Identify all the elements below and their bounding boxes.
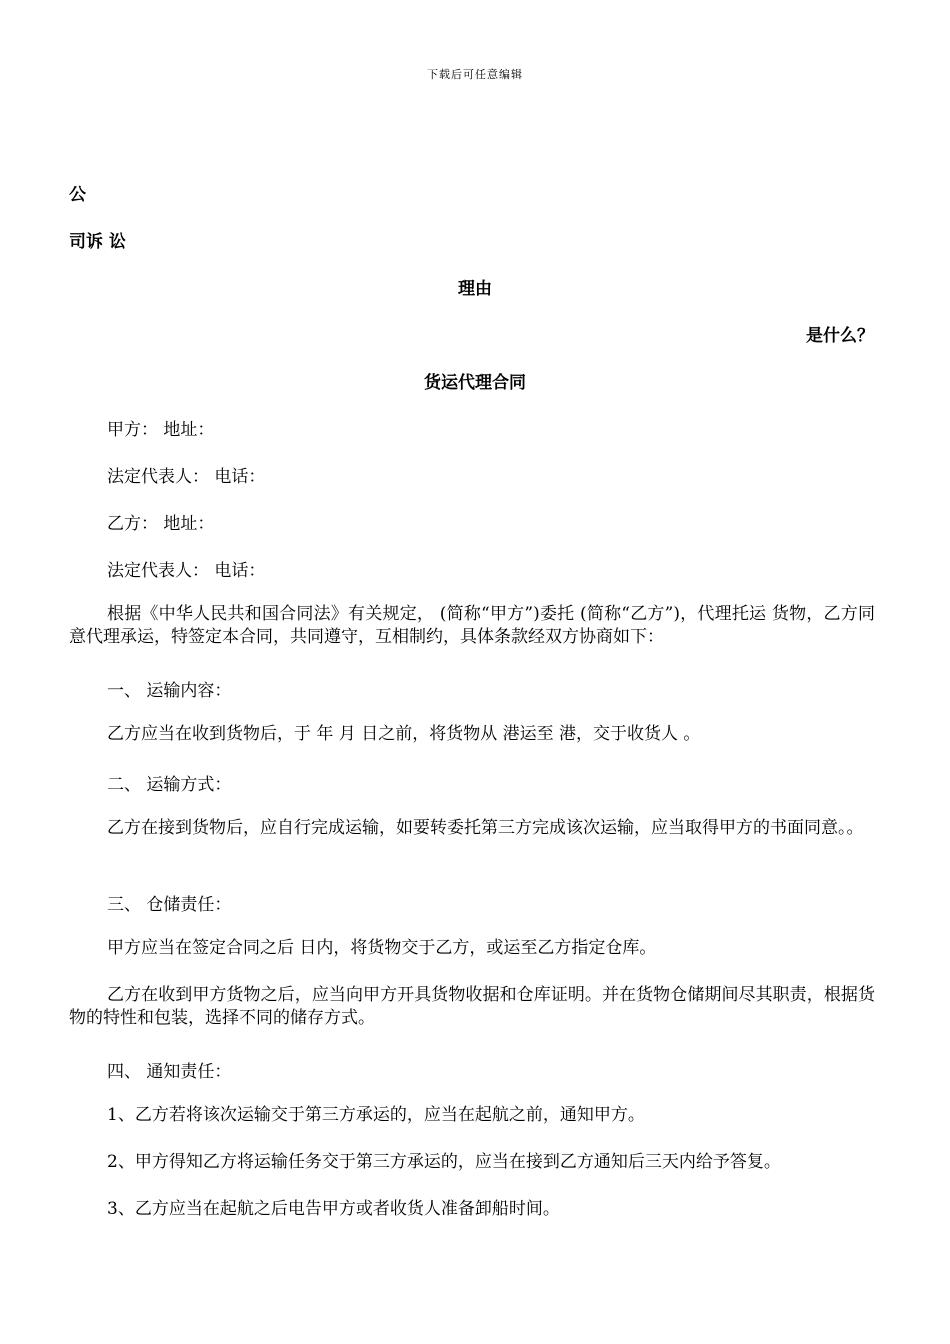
section-4-item-3: 3、乙方应当在起航之后电告甲方或者收货人准备卸船时间。 [107,1199,560,1219]
heading-line-1: 公 [69,185,86,205]
party-a-line: 甲方： 地址： [107,420,215,440]
section-4-title: 四、 通知责任： [107,1062,232,1082]
heading-line-2: 司诉 讼 [69,232,126,252]
party-b-representative-line: 法定代表人： 电话： [107,561,266,581]
section-3-paragraph-2: 乙方在收到甲方货物之后，应当向甲方开具货物收据和仓库证明。并在货物仓储期间尽其职责，根据货物的特性和包装，选择不同的储存方式。 [69,985,875,1028]
heading-line-4: 是什么？ [806,326,874,346]
intro-paragraph: 根据《中华人民共和国合同法》有关规定， (简称“甲方”)委托 (简称“乙方”)，代理托运 货物，乙方同意代理承运，特签定本合同，共同遵守，互相制约，具体条款经双方协商如下： [69,604,875,647]
section-3-title: 三、 仓储责任： [107,895,232,915]
section-4-item-2: 2、甲方得知乙方将运输任务交于第三方承运的，应当在接到乙方通知后三天内给予答复。 [107,1152,781,1172]
section-1-paragraph: 乙方应当在收到货物后，于 年 月 日之前，将货物从 港运至 港，交于收货人 。 [107,724,701,744]
contract-title: 货运代理合同 [424,373,526,393]
section-4-item-1: 1、乙方若将该次运输交于第三方承运的，应当在起航之前，通知甲方。 [107,1105,645,1125]
header-note: 下载后可任意编辑 [427,68,523,81]
section-1-title: 一、 运输内容： [107,681,232,701]
heading-line-3: 理由 [458,279,492,299]
section-3-paragraph-1: 甲方应当在签定合同之后 日内，将货物交于乙方，或运至乙方指定仓库。 [107,938,657,958]
party-b-line: 乙方： 地址： [107,514,215,534]
section-2-title: 二、 运输方式： [107,775,232,795]
section-2-paragraph: 乙方在接到货物后，应自行完成运输，如要转委托第三方完成该次运输，应当取得甲方的书面同意。。 [107,818,864,838]
party-a-representative-line: 法定代表人： 电话： [107,467,266,487]
